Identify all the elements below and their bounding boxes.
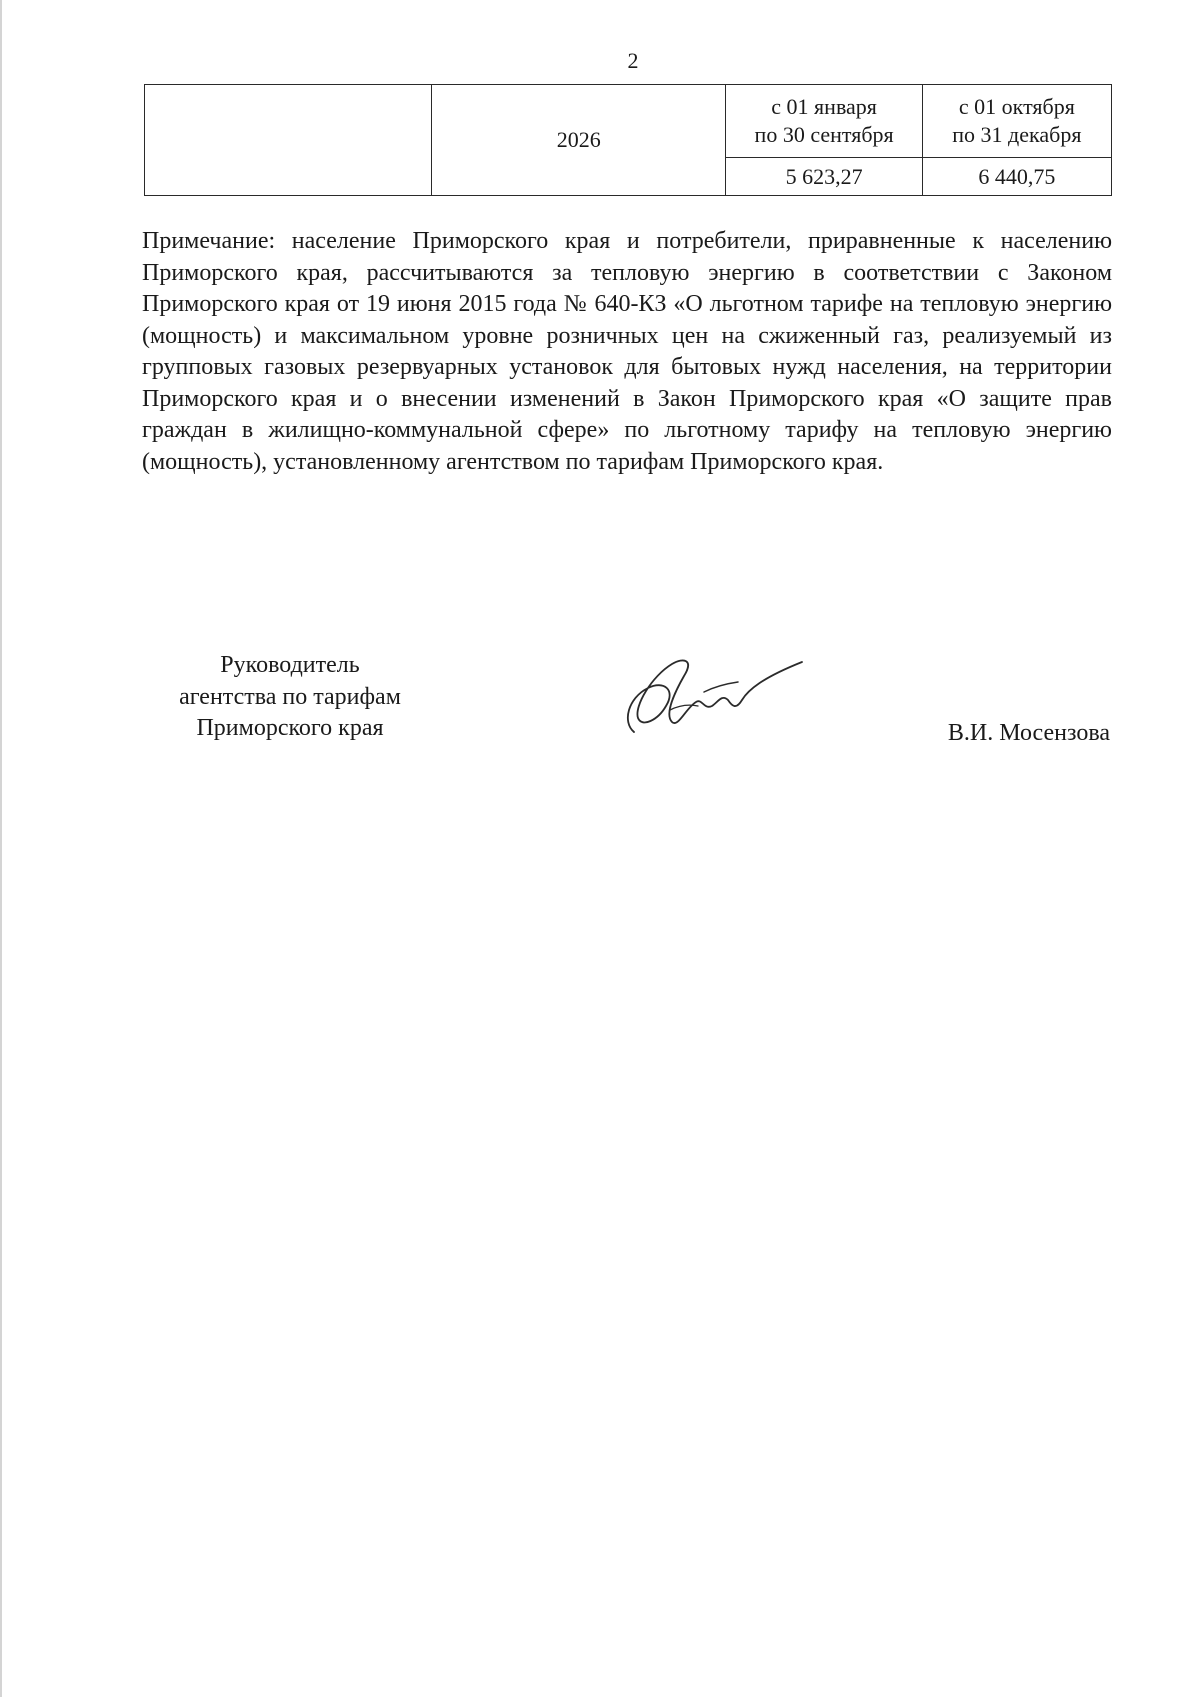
period-1-line1: с 01 января	[771, 94, 877, 119]
signatory-title-line2: агентства по тарифам	[179, 683, 401, 710]
signatory-title-line3: Приморского края	[196, 715, 384, 741]
period-2-line1: с 01 октября	[958, 94, 1075, 119]
note-paragraph: Примечание: население Приморского края и потребители, приравненные к населению Приморского края, рассчитываются за тепловую энергию в соответствии с Законом Приморского края от 19 июня 2015 года № 640-КЗ «О льготном тарифе на тепловую энергию (мощность) и максимальном уровне розничных цен на сжиженный газ, реализуемый из групповых газовых резервуарных установок для бытовых нужд населения, на территории Приморского края и о внесении изменений в Закон Приморского края «О защите прав граждан в жилищно-коммунальной сфере» по льготному тарифу на тепловую энергию (мощность), установленному агентством по тарифам Приморского края.	[142, 228, 1112, 475]
empty-cell	[145, 85, 432, 196]
page-number: 2	[627, 48, 639, 73]
value-cell-2: 6 440,75	[922, 158, 1111, 196]
value-cell-1: 5 623,27	[726, 158, 922, 196]
period-2-line2: по 31 декабря	[952, 122, 1082, 147]
table-row	[145, 85, 1112, 158]
year-cell: 2026	[432, 85, 726, 196]
handwritten-signature	[612, 648, 804, 738]
scan-edge	[0, 0, 2, 1697]
period-cell-1	[726, 85, 922, 158]
signatory-title	[130, 650, 450, 745]
signatory-name: В.И. Мосензова	[947, 720, 1110, 746]
tariff-table	[144, 84, 1112, 196]
period-cell-2	[922, 85, 1111, 158]
signatory-title-line1: Руководитель	[220, 652, 360, 678]
period-1-line2: по 30 сентября	[754, 122, 894, 147]
